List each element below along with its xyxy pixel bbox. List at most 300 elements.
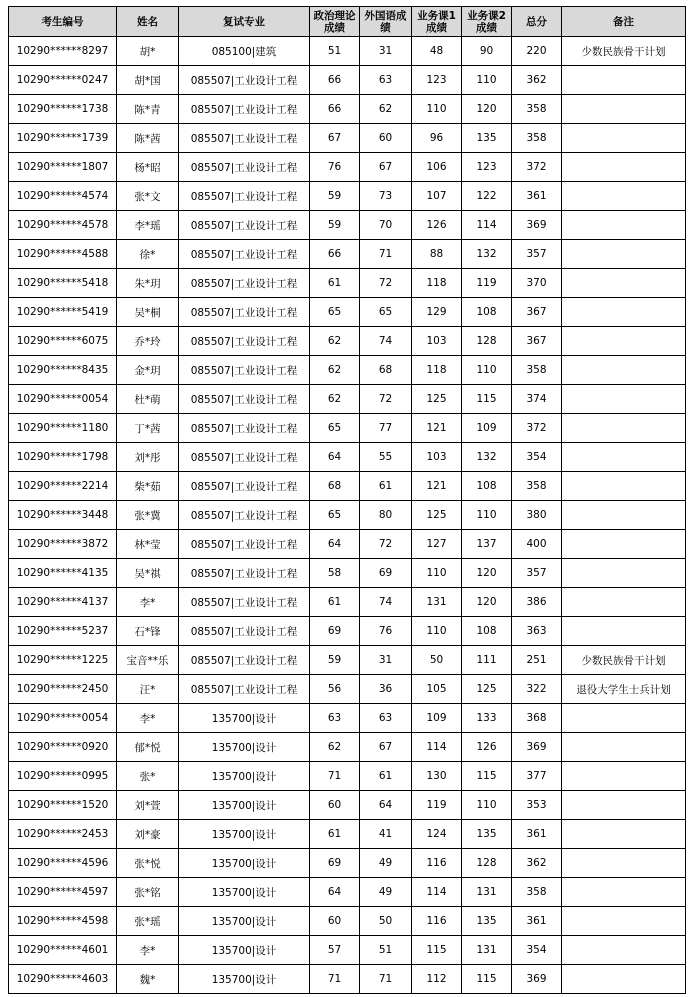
cell-note [562,907,686,936]
cell-total: 362 [512,849,562,878]
cell-politics: 57 [310,936,360,965]
cell-note [562,559,686,588]
cell-course1: 116 [412,849,462,878]
cell-note [562,356,686,385]
cell-politics: 65 [310,501,360,530]
cell-total: 251 [512,646,562,675]
cell-total: 372 [512,153,562,182]
cell-course1: 121 [412,472,462,501]
cell-foreign: 51 [360,936,412,965]
cell-foreign: 71 [360,965,412,994]
cell-course1: 130 [412,762,462,791]
cell-course1: 127 [412,530,462,559]
cell-total: 370 [512,269,562,298]
cell-politics: 62 [310,733,360,762]
cell-total: 369 [512,733,562,762]
cell-course1: 112 [412,965,462,994]
cell-major: 085507|工业设计工程 [179,153,310,182]
cell-course1: 109 [412,704,462,733]
table-row [9,791,686,820]
cell-foreign: 61 [360,762,412,791]
cell-course2: 131 [462,936,512,965]
cell-note [562,153,686,182]
cell-id: 10290******4588 [9,240,117,269]
cell-course1: 115 [412,936,462,965]
cell-politics: 67 [310,124,360,153]
table-row [9,588,686,617]
cell-politics: 59 [310,211,360,240]
cell-note [562,327,686,356]
cell-foreign: 67 [360,153,412,182]
cell-major: 085507|工业设计工程 [179,95,310,124]
cell-politics: 61 [310,820,360,849]
cell-major: 135700|设计 [179,733,310,762]
cell-politics: 64 [310,530,360,559]
cell-note [562,849,686,878]
cell-id: 10290******6075 [9,327,117,356]
cell-foreign: 49 [360,878,412,907]
cell-course2: 115 [462,965,512,994]
score-document [8,6,685,994]
cell-course2: 132 [462,443,512,472]
cell-id: 10290******4598 [9,907,117,936]
header-foreign: 外国语成绩 [360,7,412,37]
cell-id: 10290******2450 [9,675,117,704]
cell-name: 杜*萌 [117,385,179,414]
cell-course2: 135 [462,820,512,849]
header-course1: 业务课1成绩 [412,7,462,37]
cell-name: 宝音**乐 [117,646,179,675]
cell-major: 085507|工业设计工程 [179,211,310,240]
cell-course1: 110 [412,559,462,588]
cell-course2: 108 [462,617,512,646]
cell-politics: 63 [310,704,360,733]
cell-note [562,530,686,559]
cell-course2: 125 [462,675,512,704]
cell-name: 郁*悦 [117,733,179,762]
cell-foreign: 49 [360,849,412,878]
cell-course1: 126 [412,211,462,240]
header-major: 复试专业 [179,7,310,37]
cell-note [562,965,686,994]
cell-course1: 114 [412,878,462,907]
cell-total: 358 [512,95,562,124]
cell-politics: 56 [310,675,360,704]
cell-id: 10290******4137 [9,588,117,617]
cell-note [562,704,686,733]
cell-name: 魏* [117,965,179,994]
cell-course2: 137 [462,530,512,559]
cell-politics: 64 [310,878,360,907]
cell-politics: 61 [310,588,360,617]
cell-note [562,762,686,791]
cell-course2: 110 [462,66,512,95]
cell-course1: 125 [412,501,462,530]
cell-course2: 120 [462,588,512,617]
cell-id: 10290******4596 [9,849,117,878]
cell-total: 363 [512,617,562,646]
table-row [9,385,686,414]
cell-course1: 110 [412,617,462,646]
cell-foreign: 73 [360,182,412,211]
cell-politics: 71 [310,762,360,791]
cell-course1: 121 [412,414,462,443]
cell-name: 朱*玥 [117,269,179,298]
cell-course2: 132 [462,240,512,269]
cell-name: 乔*玲 [117,327,179,356]
cell-foreign: 36 [360,675,412,704]
header-row [9,7,686,37]
cell-course1: 88 [412,240,462,269]
table-row [9,66,686,95]
cell-total: 357 [512,240,562,269]
table-row [9,820,686,849]
cell-total: 369 [512,965,562,994]
cell-foreign: 55 [360,443,412,472]
cell-id: 10290******0054 [9,704,117,733]
table-row [9,269,686,298]
cell-course2: 90 [462,37,512,66]
cell-foreign: 67 [360,733,412,762]
cell-name: 陈*青 [117,95,179,124]
cell-politics: 58 [310,559,360,588]
cell-politics: 62 [310,356,360,385]
cell-foreign: 70 [360,211,412,240]
cell-course1: 48 [412,37,462,66]
cell-course2: 123 [462,153,512,182]
cell-course2: 108 [462,298,512,327]
table-row [9,675,686,704]
cell-major: 085507|工业设计工程 [179,182,310,211]
table-row [9,936,686,965]
cell-foreign: 72 [360,269,412,298]
cell-name: 汪* [117,675,179,704]
cell-course2: 110 [462,501,512,530]
cell-course2: 115 [462,762,512,791]
cell-note [562,617,686,646]
header-course2: 业务课2成绩 [462,7,512,37]
cell-note [562,878,686,907]
cell-course2: 135 [462,907,512,936]
cell-course1: 119 [412,791,462,820]
cell-course1: 129 [412,298,462,327]
table-row [9,211,686,240]
cell-foreign: 77 [360,414,412,443]
cell-major: 135700|设计 [179,820,310,849]
cell-total: 220 [512,37,562,66]
cell-note [562,414,686,443]
cell-note [562,95,686,124]
cell-note [562,820,686,849]
cell-course2: 110 [462,356,512,385]
cell-politics: 71 [310,965,360,994]
cell-note [562,240,686,269]
cell-foreign: 60 [360,124,412,153]
header-note: 备注 [562,7,686,37]
cell-note [562,385,686,414]
cell-total: 380 [512,501,562,530]
table-row [9,646,686,675]
table-row [9,559,686,588]
cell-foreign: 62 [360,95,412,124]
cell-foreign: 61 [360,472,412,501]
cell-major: 085507|工业设计工程 [179,675,310,704]
cell-id: 10290******1520 [9,791,117,820]
cell-politics: 65 [310,298,360,327]
cell-course2: 114 [462,211,512,240]
cell-total: 367 [512,327,562,356]
cell-name: 张*铭 [117,878,179,907]
cell-id: 10290******3448 [9,501,117,530]
cell-major: 135700|设计 [179,704,310,733]
cell-name: 石*锋 [117,617,179,646]
cell-name: 吴*桐 [117,298,179,327]
cell-name: 徐* [117,240,179,269]
table-row [9,733,686,762]
cell-name: 杨*昭 [117,153,179,182]
cell-major: 085507|工业设计工程 [179,356,310,385]
table-row [9,472,686,501]
table-row [9,501,686,530]
table-row [9,617,686,646]
cell-note [562,269,686,298]
cell-major: 085507|工业设计工程 [179,530,310,559]
cell-total: 361 [512,820,562,849]
table-row [9,124,686,153]
cell-note [562,443,686,472]
cell-name: 李* [117,588,179,617]
cell-note [562,298,686,327]
cell-note [562,501,686,530]
cell-politics: 59 [310,646,360,675]
cell-note [562,66,686,95]
cell-note: 少数民族骨干计划 [562,37,686,66]
cell-note [562,211,686,240]
cell-major: 135700|设计 [179,907,310,936]
cell-politics: 69 [310,617,360,646]
table-row [9,95,686,124]
cell-name: 李* [117,704,179,733]
cell-id: 10290******4574 [9,182,117,211]
cell-id: 10290******0054 [9,385,117,414]
table-row [9,965,686,994]
table-row [9,762,686,791]
cell-politics: 62 [310,327,360,356]
cell-course1: 125 [412,385,462,414]
cell-id: 10290******1739 [9,124,117,153]
cell-id: 10290******5418 [9,269,117,298]
score-table [8,6,686,994]
cell-total: 354 [512,936,562,965]
cell-course2: 135 [462,124,512,153]
cell-name: 刘*豪 [117,820,179,849]
cell-foreign: 31 [360,37,412,66]
cell-foreign: 68 [360,356,412,385]
table-row [9,414,686,443]
cell-name: 刘*萱 [117,791,179,820]
cell-course1: 96 [412,124,462,153]
cell-id: 10290******4578 [9,211,117,240]
table-header [9,7,686,37]
cell-politics: 62 [310,385,360,414]
cell-id: 10290******5237 [9,617,117,646]
table-row [9,704,686,733]
cell-major: 085507|工业设计工程 [179,646,310,675]
cell-major: 085507|工业设计工程 [179,269,310,298]
header-id: 考生编号 [9,7,117,37]
cell-course1: 103 [412,327,462,356]
cell-course2: 120 [462,559,512,588]
cell-note [562,733,686,762]
cell-politics: 65 [310,414,360,443]
cell-foreign: 69 [360,559,412,588]
cell-course1: 114 [412,733,462,762]
table-row [9,356,686,385]
cell-name: 丁*茜 [117,414,179,443]
cell-name: 张*悦 [117,849,179,878]
cell-note [562,472,686,501]
cell-name: 李*瑶 [117,211,179,240]
table-row [9,37,686,66]
cell-course2: 128 [462,849,512,878]
cell-course2: 126 [462,733,512,762]
cell-major: 085507|工业设计工程 [179,124,310,153]
cell-total: 358 [512,878,562,907]
cell-id: 10290******1225 [9,646,117,675]
cell-politics: 64 [310,443,360,472]
cell-major: 135700|设计 [179,791,310,820]
table-row [9,530,686,559]
cell-major: 085507|工业设计工程 [179,327,310,356]
cell-foreign: 72 [360,530,412,559]
cell-name: 张*冀 [117,501,179,530]
cell-foreign: 74 [360,327,412,356]
cell-course2: 108 [462,472,512,501]
cell-name: 金*玥 [117,356,179,385]
cell-foreign: 80 [360,501,412,530]
cell-foreign: 41 [360,820,412,849]
cell-id: 10290******1798 [9,443,117,472]
cell-total: 374 [512,385,562,414]
cell-politics: 51 [310,37,360,66]
cell-total: 358 [512,472,562,501]
cell-total: 361 [512,182,562,211]
table-row [9,240,686,269]
cell-total: 354 [512,443,562,472]
cell-id: 10290******1738 [9,95,117,124]
cell-major: 135700|设计 [179,762,310,791]
cell-name: 柴*茹 [117,472,179,501]
cell-politics: 69 [310,849,360,878]
cell-politics: 61 [310,269,360,298]
cell-major: 135700|设计 [179,936,310,965]
cell-foreign: 50 [360,907,412,936]
cell-id: 10290******0920 [9,733,117,762]
cell-course2: 133 [462,704,512,733]
cell-total: 357 [512,559,562,588]
cell-foreign: 74 [360,588,412,617]
cell-major: 085507|工业设计工程 [179,298,310,327]
cell-politics: 66 [310,66,360,95]
cell-total: 353 [512,791,562,820]
cell-major: 085507|工业设计工程 [179,617,310,646]
cell-foreign: 63 [360,66,412,95]
cell-politics: 68 [310,472,360,501]
cell-id: 10290******2214 [9,472,117,501]
cell-major: 135700|设计 [179,849,310,878]
cell-foreign: 31 [360,646,412,675]
header-politics: 政治理论成绩 [310,7,360,37]
cell-politics: 60 [310,907,360,936]
cell-course1: 103 [412,443,462,472]
cell-course1: 116 [412,907,462,936]
cell-course1: 110 [412,95,462,124]
cell-id: 10290******5419 [9,298,117,327]
cell-name: 张*文 [117,182,179,211]
cell-name: 张*瑶 [117,907,179,936]
cell-course1: 124 [412,820,462,849]
table-row [9,878,686,907]
header-total: 总分 [512,7,562,37]
cell-politics: 59 [310,182,360,211]
table-row [9,327,686,356]
cell-id: 10290******1807 [9,153,117,182]
cell-course1: 118 [412,356,462,385]
cell-id: 10290******4597 [9,878,117,907]
cell-course1: 105 [412,675,462,704]
cell-course2: 109 [462,414,512,443]
cell-foreign: 76 [360,617,412,646]
table-row [9,182,686,211]
table-body [9,37,686,994]
table-row [9,849,686,878]
cell-total: 372 [512,414,562,443]
cell-course2: 110 [462,791,512,820]
cell-course2: 119 [462,269,512,298]
cell-total: 322 [512,675,562,704]
cell-id: 10290******1180 [9,414,117,443]
cell-course1: 118 [412,269,462,298]
cell-note [562,182,686,211]
cell-major: 135700|设计 [179,965,310,994]
cell-total: 368 [512,704,562,733]
cell-total: 377 [512,762,562,791]
cell-name: 陈*茜 [117,124,179,153]
cell-id: 10290******4601 [9,936,117,965]
table-row [9,907,686,936]
cell-name: 胡*国 [117,66,179,95]
cell-total: 367 [512,298,562,327]
cell-note [562,791,686,820]
cell-id: 10290******2453 [9,820,117,849]
cell-course2: 122 [462,182,512,211]
cell-name: 林*莹 [117,530,179,559]
cell-name: 刘*彤 [117,443,179,472]
cell-course2: 115 [462,385,512,414]
cell-major: 085100|建筑 [179,37,310,66]
cell-total: 358 [512,356,562,385]
cell-id: 10290******0247 [9,66,117,95]
cell-major: 085507|工业设计工程 [179,414,310,443]
cell-course2: 128 [462,327,512,356]
table-row [9,298,686,327]
cell-id: 10290******8435 [9,356,117,385]
cell-note: 退役大学生士兵计划 [562,675,686,704]
cell-major: 085507|工业设计工程 [179,501,310,530]
cell-name: 张* [117,762,179,791]
cell-major: 085507|工业设计工程 [179,385,310,414]
cell-id: 10290******0995 [9,762,117,791]
